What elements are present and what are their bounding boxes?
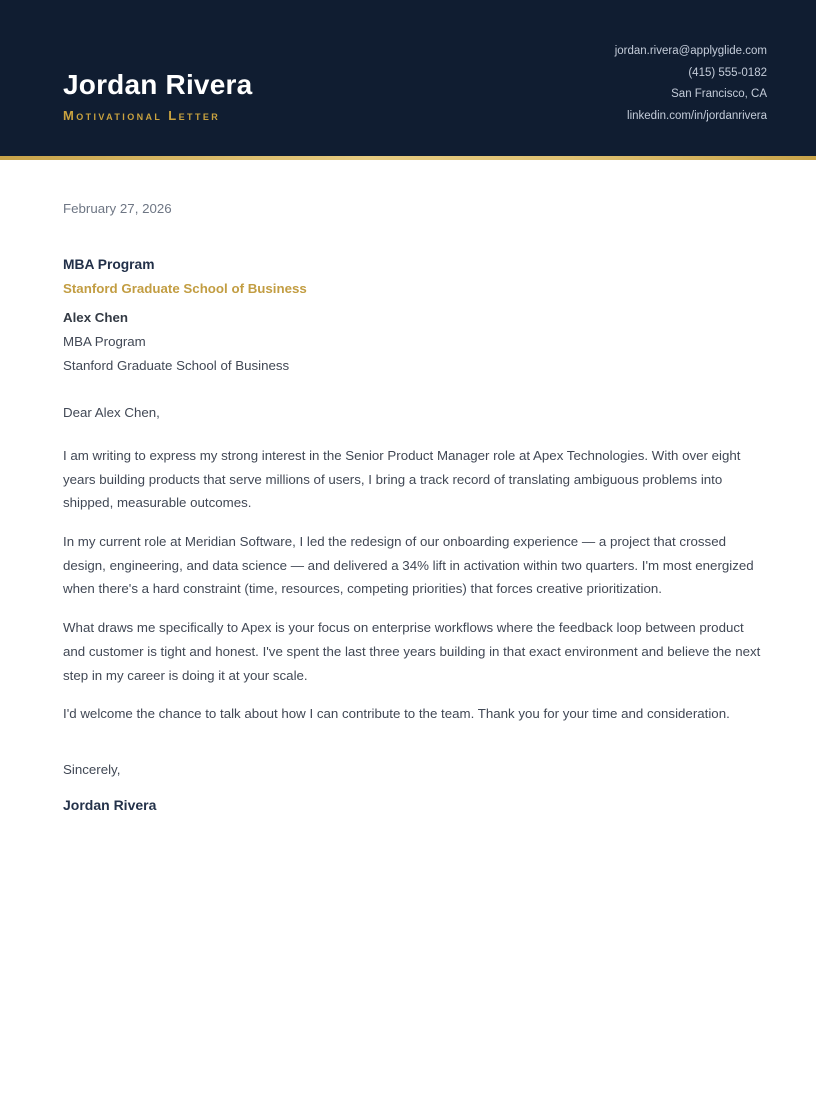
recipient-org-school: Stanford Graduate School of Business (63, 281, 307, 297)
person-name: Jordan Rivera (63, 69, 253, 100)
recipient-name: Alex Chen (63, 310, 129, 326)
closing: Sincerely, (63, 761, 121, 777)
document-subtitle: Motivational Letter (63, 108, 221, 124)
letter-paragraph: I am writing to express my strong interest in the Senior Product Manager role at Apex Technologies. With over eight years building products that serve millions of users, I bring a track record of translating ambiguous problems into shipped, measurable outcomes. (63, 447, 741, 511)
recipient-org-title: MBA Program (63, 256, 155, 272)
recipient-org-block (63, 253, 766, 301)
letter-paragraph: What draws me specifically to Apex is your focus on enterprise workflows where the feedback loop between product and customer is tight and honest. I've spent the last three years building in that exact environment and believe the next step in my career is doing it at your scale. (63, 620, 761, 683)
header-identity (63, 0, 252, 156)
recipient-person-block (63, 306, 766, 377)
letter-paragraph: I'd welcome the chance to talk about how I can contribute to the team. Thank you for your time and consideration. (63, 706, 730, 722)
recipient-title: MBA Program (63, 333, 146, 349)
gold-divider (0, 156, 816, 160)
letter-date: February 27, 2026 (63, 201, 172, 216)
signature-name: Jordan Rivera (63, 796, 157, 813)
header (0, 0, 816, 156)
letter-body (63, 197, 766, 817)
recipient-school: Stanford Graduate School of Business (63, 357, 290, 373)
contact-phone: (415) 555-0182 (688, 66, 767, 79)
letter-paragraph: In my current role at Meridian Software, I led the redesign of our onboarding experience — a project that crossed design, engineering, and data science — and delivered a 34% lift in activation within two quarters. I'm most energized when there's a hard constraint (time, resources, competing priorities) that forces creative prioritization. (63, 534, 754, 597)
contact-email: jordan.rivera@applyglide.com (614, 45, 767, 57)
contact-linkedin: linkedin.com/in/jordanrivera (627, 109, 767, 122)
salutation: Dear Alex Chen, (63, 405, 160, 421)
contact-info (615, 0, 767, 156)
contact-location: San Francisco, CA (671, 88, 767, 100)
